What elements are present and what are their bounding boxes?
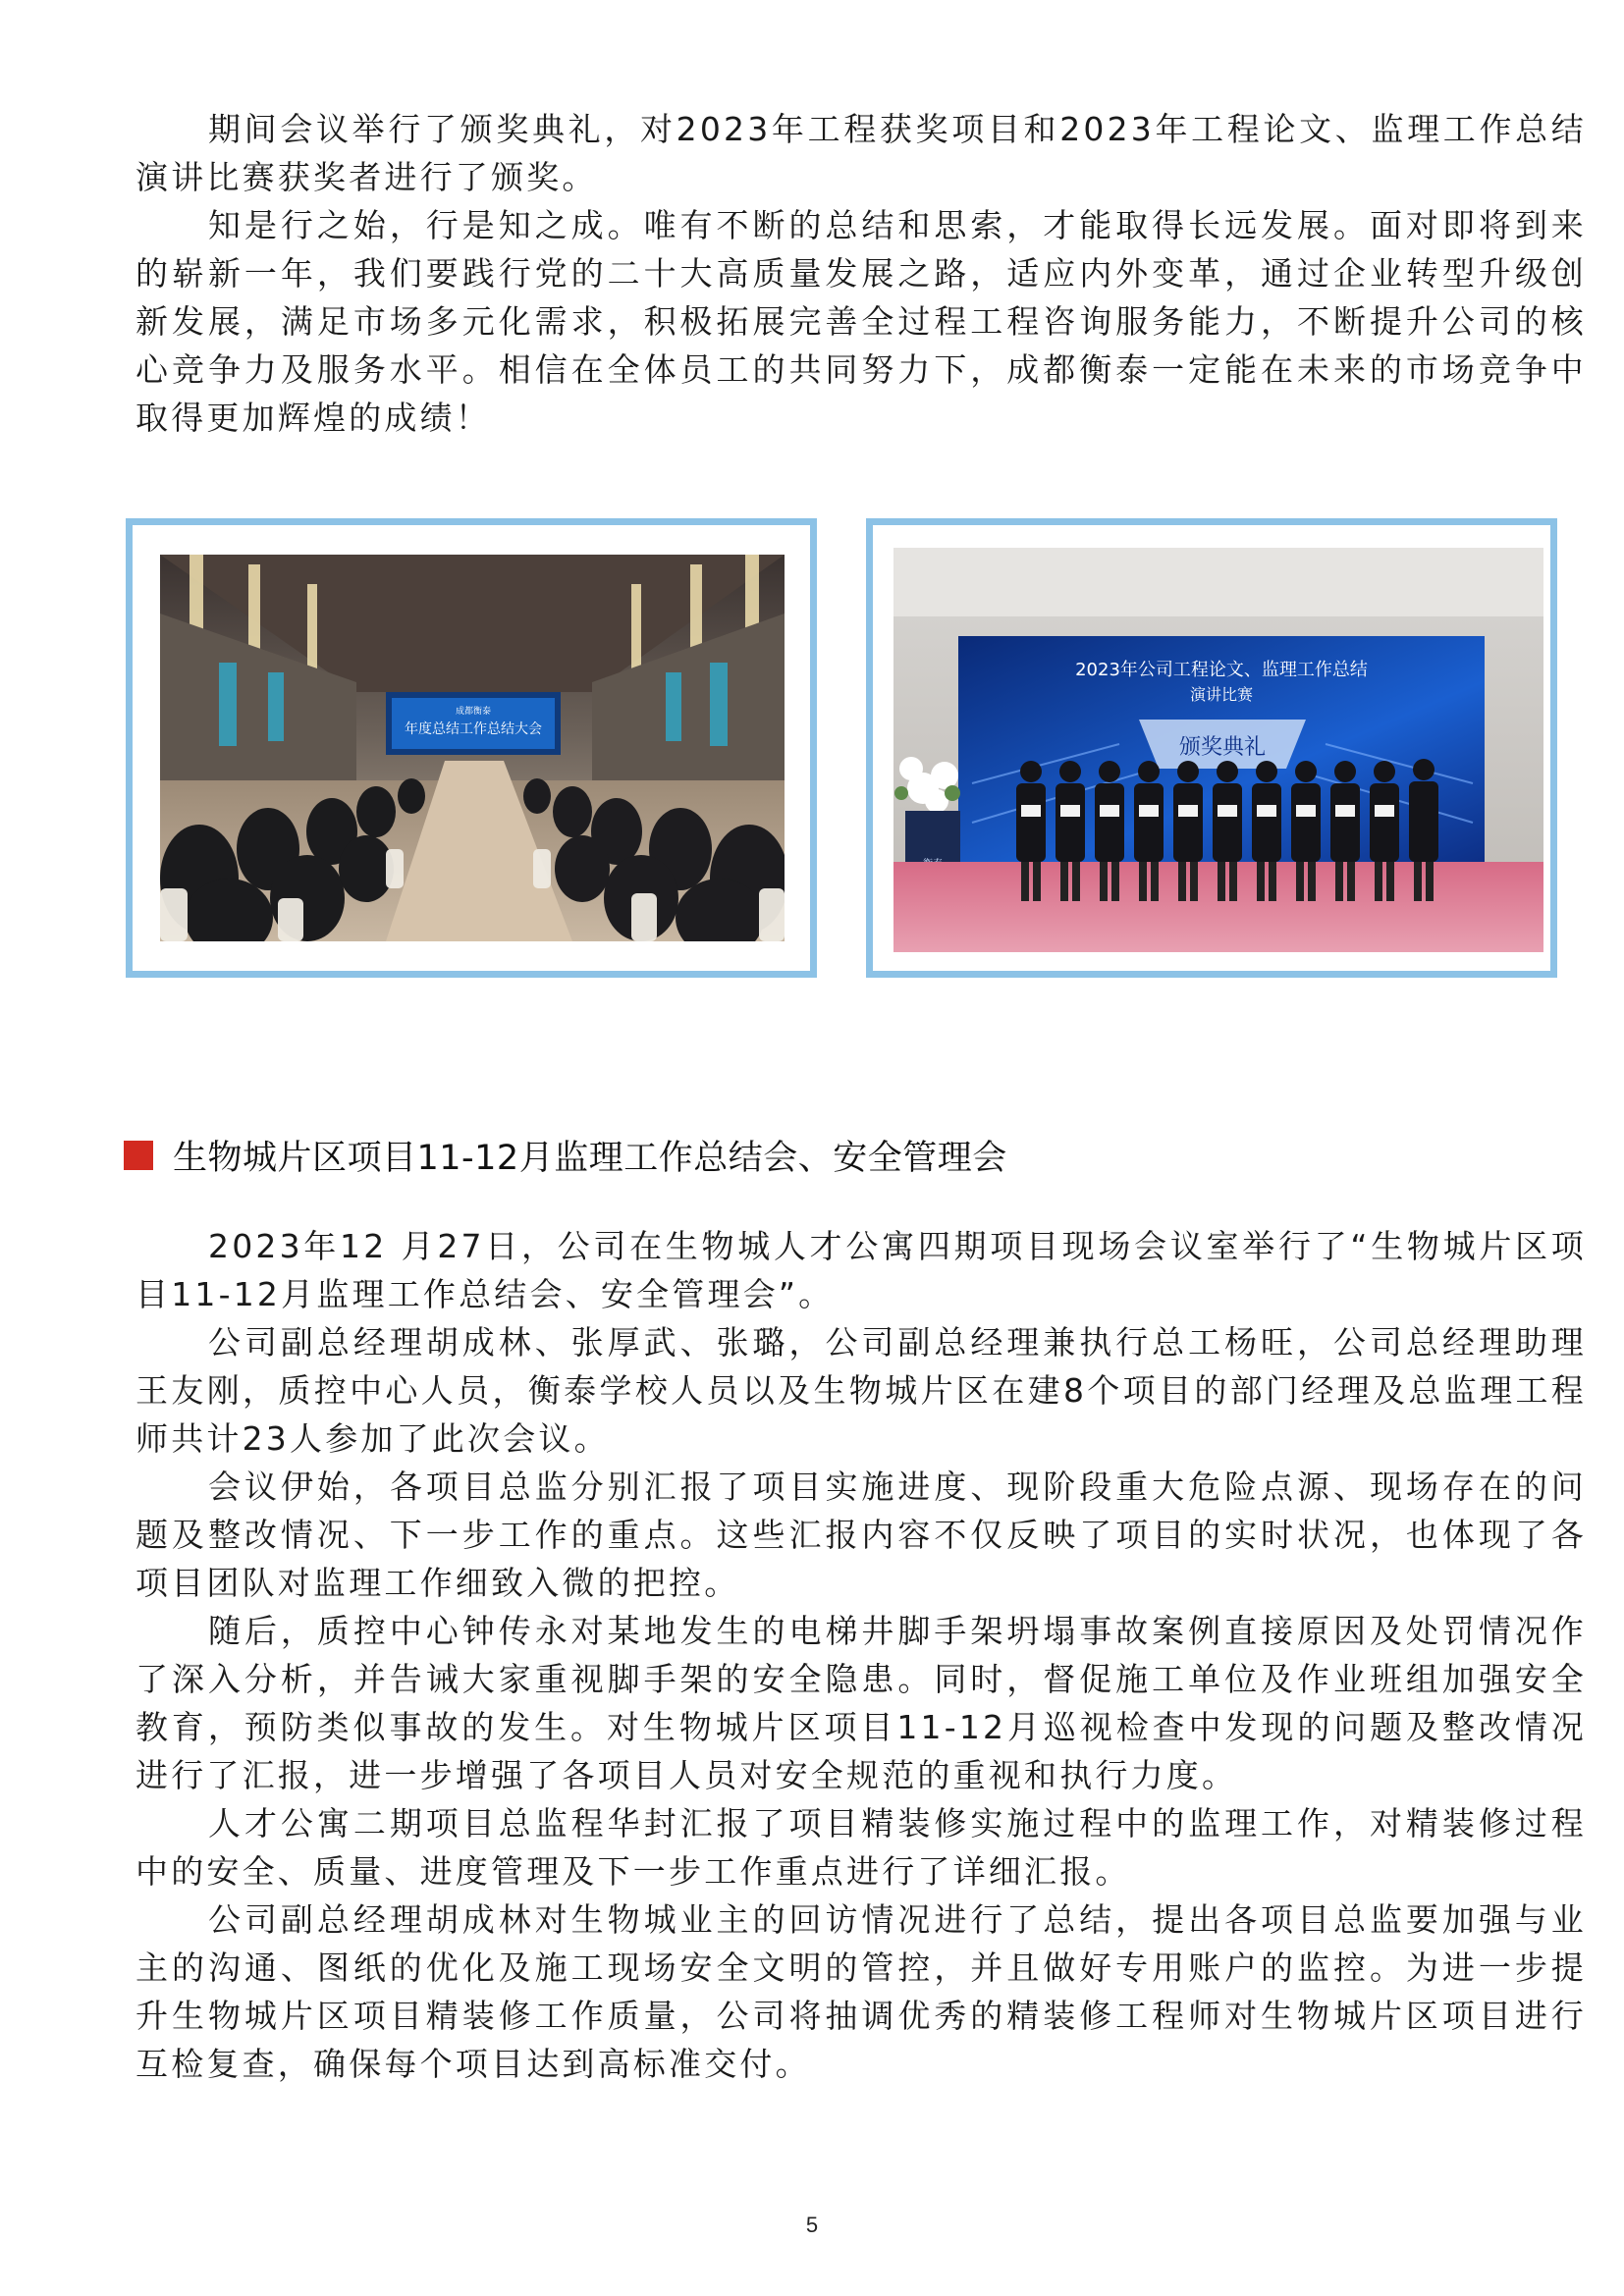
section-paragraph-4: 随后，质控中心钟传永对某地发生的电梯井脚手架坍塌事故案例直接原因及处罚情况作了深入分析，并告诫大家重视脚手架的安全隐患。同时，督促施工单位及作业班组加强安全教育，预防类似事故的发生。对生物城片区项目11-12月巡视检查中发现的问题及整改情况进行了汇报，进一步增强了各项目人员对安全规范的重视和执行力度。 bbox=[135, 1612, 1587, 1794]
section-paragraph-3: 会议伊始，各项目总监分别汇报了项目实施进度、现阶段重大危险点源、现场存在的问题及整改情况、下一步工作的重点。这些汇报内容不仅反映了项目的实时状况，也体现了各项目团队对监理工作细致入微的把控。 bbox=[135, 1468, 1587, 1602]
section-marker-square bbox=[124, 1141, 153, 1170]
section-header bbox=[124, 1131, 1007, 1180]
hall-banner-title: 年度总结工作总结大会 bbox=[405, 721, 542, 737]
section-title: 生物城片区项目11-12月监理工作总结会、安全管理会 bbox=[173, 1139, 1007, 1178]
screen-line-2: 演讲比赛 bbox=[1189, 685, 1254, 704]
intro-paragraph-2: 知是行之始，行是知之成。唯有不断的总结和思索，才能取得长远发展。面对即将到来的崭新一年，我们要践行党的二十大高质量发展之路，适应内外变革，通过企业转型升级创新发展，满足市场多元化需求，积极拓展完善全过程工程咨询服务能力，不断提升公司的核心竞争力及服务水平。相信在全体员工的共同努力下，成都衡泰一定能在未来的市场竞争中取得更加辉煌的成绩！ bbox=[135, 206, 1587, 437]
award-ceremony-photo bbox=[893, 548, 1543, 952]
hall-banner-small: 成都衡泰 bbox=[455, 707, 492, 717]
section-paragraph-6: 公司副总经理胡成林对生物城业主的回访情况进行了总结，提出各项目总监要加强与业主的沟通、图纸的优化及施工现场安全文明的管控，并且做好专用账户的监控。为进一步提升生物城片区项目精装修工作质量，公司将抽调优秀的精装修工程师对生物城片区项目进行互检复查，确保每个项目达到高标准交付。 bbox=[135, 1900, 1587, 2083]
section-paragraph-1: 2023年12 月27日，公司在生物城人才公寓四期项目现场会议室举行了“生物城片区项目11-12月监理工作总结会、安全管理会”。 bbox=[135, 1227, 1587, 1313]
section-paragraph-2: 公司副总经理胡成林、张厚武、张璐，公司副总经理兼执行总工杨旺，公司总经理助理王友刚，质控中心人员，衡泰学校人员以及生物城片区在建8个项目的部门经理及总监理工程师共计23人参加了此次会议。 bbox=[135, 1323, 1587, 1458]
conference-hall-photo bbox=[160, 555, 785, 941]
intro-paragraph-1: 期间会议举行了颁奖典礼，对2023年工程获奖项目和2023年工程论文、监理工作总结演讲比赛获奖者进行了颁奖。 bbox=[135, 110, 1587, 196]
section-paragraph-5: 人才公寓二期项目总监程华封汇报了项目精装修实施过程中的监理工作，对精装修过程中的安全、质量、进度管理及下一步工作重点进行了详细汇报。 bbox=[135, 1804, 1587, 1891]
screen-line-1: 2023年公司工程论文、监理工作总结 bbox=[1075, 660, 1368, 680]
screen-badge: 颁奖典礼 bbox=[1178, 735, 1267, 760]
page-number: 5 bbox=[805, 2213, 819, 2237]
